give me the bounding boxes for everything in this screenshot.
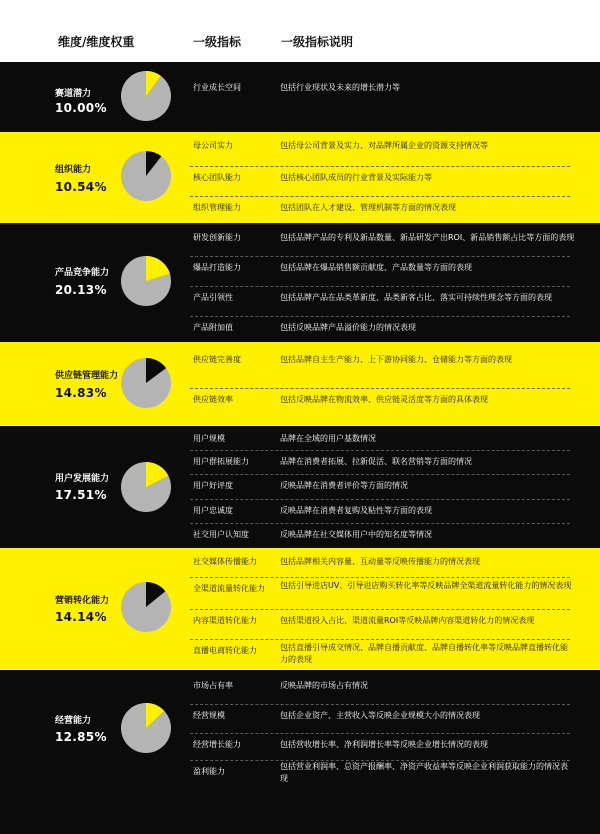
indicator-name: 供应链效率 <box>193 395 233 404</box>
indicator-description: 反映品牌在消费者复购及粘性等方面的表现 <box>280 506 432 515</box>
indicator-name: 产品附加值 <box>193 323 233 332</box>
indicator-description: 品牌在消费者拓展、拉新促活、联名营销等方面的情况 <box>280 457 472 466</box>
indicator-name: 盈利能力 <box>193 767 225 776</box>
indicator-description: 包括品牌在爆品销售额贡献度、产品数量等方面的表现 <box>280 263 472 272</box>
weight-pie-chart <box>120 150 172 202</box>
indicator-description: 反映品牌在社交媒体用户中的知名度等情况 <box>280 530 432 539</box>
indicator-name: 直播电商转化能力 <box>193 646 257 655</box>
indicator-description: 品牌在全域的用户基数情况 <box>280 434 376 443</box>
dimension-section <box>0 342 600 426</box>
indicator-description: 包括引导进店UV、引导进店购买转化率等反映品牌全渠道流量转化能力的情况表现 <box>280 581 572 590</box>
indicator-name: 用户规模 <box>193 434 225 443</box>
row-divider <box>190 499 570 500</box>
weight-pie-chart <box>120 255 172 307</box>
indicator-name: 经营规模 <box>193 711 225 720</box>
row-divider <box>190 474 570 475</box>
indicator-name: 产品引领性 <box>193 293 233 302</box>
indicator-name: 内容渠道转化能力 <box>193 616 257 625</box>
row-divider <box>190 450 570 451</box>
header-level1: 一级指标 <box>193 35 242 49</box>
indicator-name: 研发创新能力 <box>193 233 241 242</box>
indicator-description: 包括品牌产品的专利及新品数量、新品研发产出ROI、新品销售额占比等方面的表现 <box>280 233 575 242</box>
row-divider <box>190 196 570 197</box>
indicator-name: 供应链完善度 <box>193 355 241 364</box>
indicator-name: 母公司实力 <box>193 141 233 150</box>
row-divider <box>190 316 570 317</box>
indicator-name: 用户忠诚度 <box>193 506 233 515</box>
row-divider <box>190 166 570 167</box>
indicator-description: 反映品牌在消费者评价等方面的情况 <box>280 481 408 490</box>
indicator-name: 组织管理能力 <box>193 203 241 212</box>
dimension-name: 用户发展能力 <box>55 474 110 484</box>
indicator-description: 包括团队在人才建设、管理机制等方面的情况表现 <box>280 203 456 212</box>
weight-pie-chart <box>120 581 172 633</box>
indicator-description: 包括营业利润率、总资产报酬率、净资产收益率等反映企业利润获取能力的情况表现 <box>280 762 568 783</box>
indicator-name: 用户好评度 <box>193 481 233 490</box>
dimension-name: 产品竞争能力 <box>55 268 110 278</box>
dimension-weight: 14.14% <box>55 610 107 624</box>
dimension-name: 组织能力 <box>55 165 92 175</box>
indicator-name: 市场占有率 <box>193 681 233 690</box>
dimension-weight: 10.54% <box>55 180 107 194</box>
indicator-description: 包括母公司背景及实力、对品牌所属企业的资源支持情况等 <box>280 141 488 150</box>
row-divider <box>190 523 570 524</box>
row-divider <box>190 639 570 640</box>
indicator-name: 行业成长空间 <box>193 83 241 92</box>
indicator-description: 包括直播引导成交情况、品牌自播贡献度、品牌自播转化率等反映品牌直播转化能力的表现 <box>280 643 568 664</box>
dimension-weight: 10.00% <box>55 101 107 115</box>
row-divider <box>190 704 570 705</box>
indicator-description: 包括渠道投入占比、渠道流量ROI等反映品牌内容渠道转化力的情况表现 <box>280 616 535 625</box>
dimension-name: 经营能力 <box>55 716 92 726</box>
dimension-section <box>0 223 600 342</box>
dimension-name: 赛道潜力 <box>55 89 92 99</box>
dimension-section <box>0 132 600 223</box>
dimension-weight: 12.85% <box>55 730 107 744</box>
dimension-section <box>0 670 600 834</box>
indicator-name: 爆品打造能力 <box>193 263 241 272</box>
dimension-weight: 20.13% <box>55 283 107 297</box>
dimension-weight: 17.51% <box>55 488 107 502</box>
weight-pie-chart <box>120 461 172 513</box>
indicator-name: 社交媒体传播能力 <box>193 557 257 566</box>
dimension-section <box>0 548 600 670</box>
row-divider <box>190 733 570 734</box>
indicator-name: 全渠道流量转化能力 <box>193 584 265 593</box>
indicator-description: 包括品牌相关内容量、互动量等反映传播能力的情况表现 <box>280 557 480 566</box>
indicator-description: 包括营收增长率、净利润增长率等反映企业增长情况的表现 <box>280 740 488 749</box>
indicator-description: 反映品牌的市场占有情况 <box>280 681 368 690</box>
indicator-name: 社交用户认知度 <box>193 530 249 539</box>
weight-pie-chart <box>120 70 172 122</box>
header-dimension-weight: 维度/维度权重 <box>58 35 135 49</box>
table-header <box>0 0 600 62</box>
row-divider <box>190 577 570 578</box>
indicator-description: 包括企业资产、主营收入等反映企业规模大小的情况表现 <box>280 711 480 720</box>
indicator-description: 包括品牌产品在品类革新度、品类新客占比、落实可持续性理念等方面的表现 <box>280 293 552 302</box>
indicator-name: 核心团队能力 <box>193 173 241 182</box>
dimension-section <box>0 426 600 548</box>
row-divider <box>190 256 570 257</box>
indicator-description: 包括反映品牌在物流效率、供应链灵活度等方面的具体表现 <box>280 395 488 404</box>
header-level1-desc: 一级指标说明 <box>281 35 354 49</box>
indicator-name: 用户群拓展能力 <box>193 457 249 466</box>
weight-pie-chart <box>120 357 172 409</box>
dimension-section <box>0 62 600 132</box>
row-divider <box>190 388 570 389</box>
dimension-weight: 14.83% <box>55 386 107 400</box>
row-divider <box>190 286 570 287</box>
indicator-description: 包括核心团队成员的行业背景及实际能力等 <box>280 173 432 182</box>
dimension-name: 供应链管理能力 <box>55 371 119 381</box>
row-divider <box>190 609 570 610</box>
indicator-name: 经营增长能力 <box>193 740 241 749</box>
indicator-description: 包括反映品牌产品溢价能力的情况表现 <box>280 323 416 332</box>
indicator-description: 包括品牌自主生产能力、上下游协同能力、仓储能力等方面的表现 <box>280 355 512 364</box>
indicator-description: 包括行业现状及未来的增长潜力等 <box>280 83 400 92</box>
dimension-name: 营销转化能力 <box>55 596 110 606</box>
weight-pie-chart <box>120 702 172 754</box>
